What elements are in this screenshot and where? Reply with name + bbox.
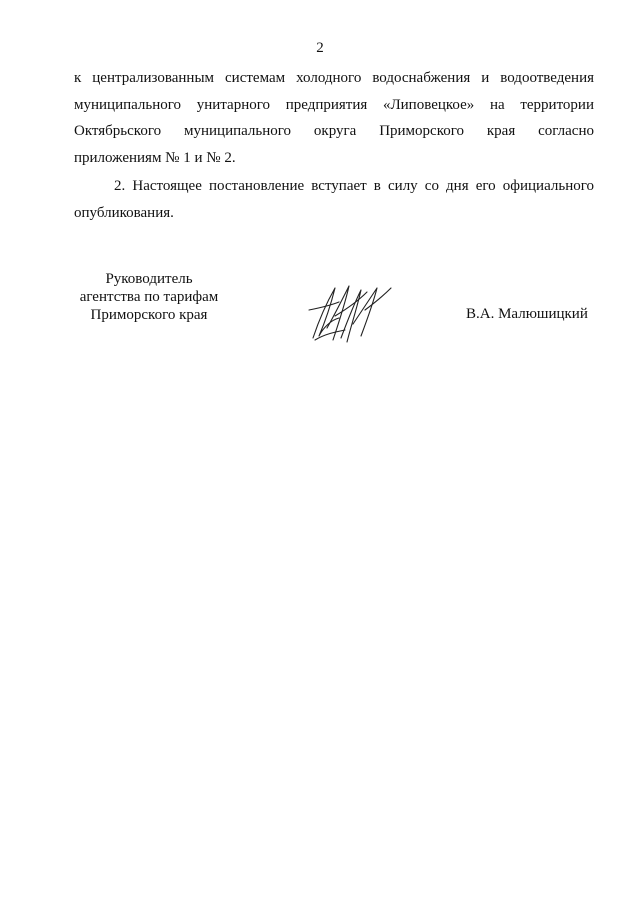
text-line: 2. Настоящее постановление вступает в силу со дня его официального — [114, 178, 594, 194]
text-line: к централизованным системам холодного водоснабжения и водоотведения — [74, 70, 594, 86]
paragraph-continuation — [74, 65, 594, 171]
text-line: Октябрьского муниципального округа Приморского края согласно — [74, 123, 594, 139]
signatory-title-line: Приморского края — [90, 307, 208, 323]
text-line: приложениям № 1 и № 2. — [74, 149, 236, 166]
signatory-title-line: Руководитель — [105, 271, 193, 287]
handwritten-signature-icon — [305, 280, 395, 350]
signatory-title-line: агентства по тарифам — [79, 289, 219, 305]
document-body — [74, 65, 594, 226]
paragraph-effective-date — [74, 173, 594, 226]
text-line: опубликования. — [74, 204, 174, 221]
signatory-title — [74, 270, 224, 324]
page-number: 2 — [316, 40, 324, 56]
signatory-name: В.А. Малюшицкий — [466, 306, 588, 322]
text-line: муниципального унитарного предприятия «Липовецкое» на территории — [74, 96, 594, 113]
